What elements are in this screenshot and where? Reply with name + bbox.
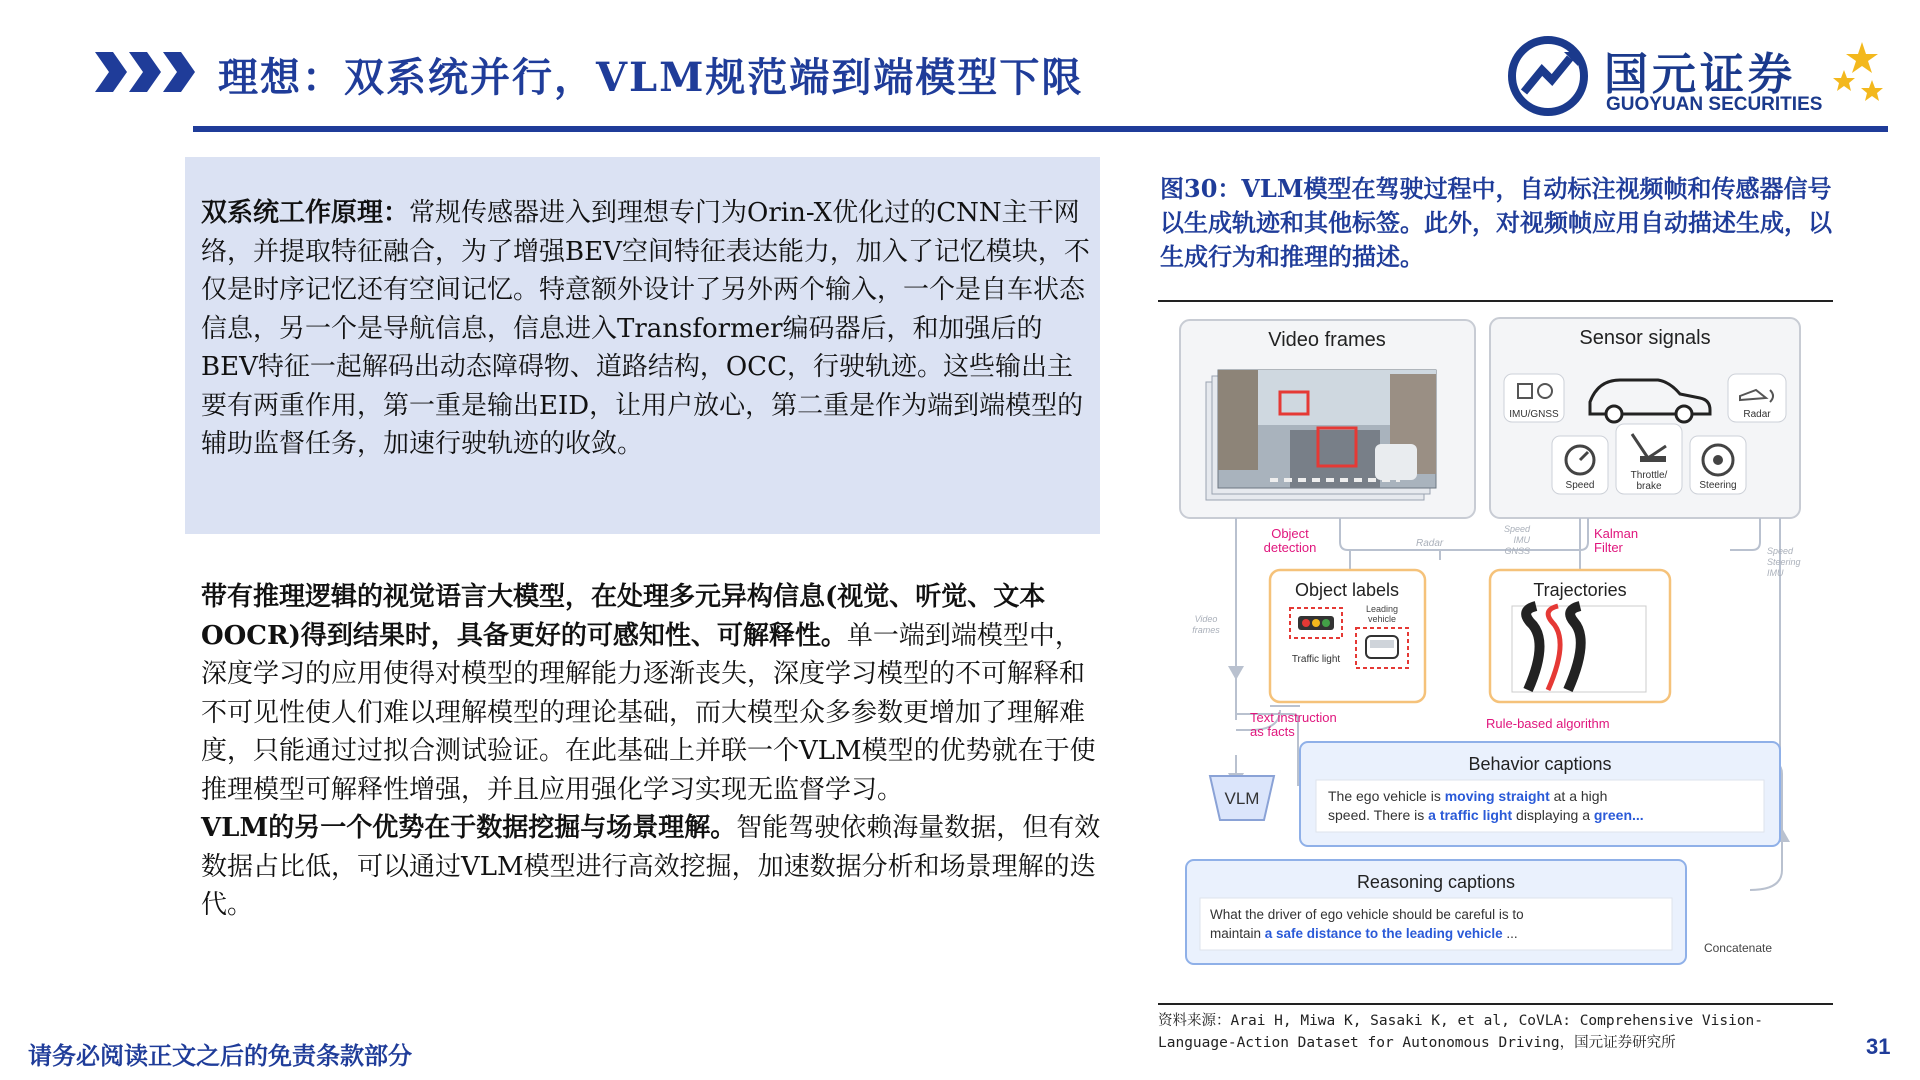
steering-side-label: Steering [1767, 557, 1801, 567]
radar-flow-label: Radar [1416, 538, 1444, 549]
reasoning-caption-line-1: What the driver of ego vehicle should be careful is to [1210, 907, 1524, 922]
logo-english-name: GUOYUAN SECURITIES [1606, 94, 1823, 115]
reasoning-lead-1: 带有推理逻辑的视觉语言大模型，在处理多元异构信息(视觉、听觉、文本 OOCR)得到结果时，具备更好的可感知性、可解释性。 [201, 582, 1046, 651]
kalman-label-1: Kalman [1594, 526, 1639, 541]
company-logo [1508, 38, 1888, 120]
sensor-signals-label: Sensor signals [1579, 327, 1711, 349]
video-frames-stack [1206, 370, 1436, 500]
brake-label: brake [1636, 481, 1662, 492]
leading-vehicle-label-2: vehicle [1367, 614, 1397, 624]
trajectories-title: Trajectories [1533, 580, 1627, 600]
imu-gnss-label: IMU/GNSS [1509, 409, 1559, 420]
video-frames-side-label-1: Video [1194, 614, 1218, 624]
vlm-pipeline-diagram [1170, 310, 1810, 1000]
rule-based-label: Rule-based algorithm [1486, 716, 1610, 731]
page-title: 理想：双系统并行，VLM规范端到端模型下限 [218, 54, 1084, 101]
video-frames-side-label-2: frames [1192, 625, 1220, 635]
principle-text [201, 194, 1091, 464]
leading-vehicle-label-1: Leading [1365, 604, 1399, 614]
chevron-right-icon [95, 52, 195, 92]
header-divider [193, 126, 1888, 132]
imu-flow-label: IMU [1513, 535, 1530, 545]
figure-top-rule [1158, 300, 1833, 302]
reasoning-caption-line-2: maintain a safe distance to the leading vehicle ... [1210, 926, 1518, 941]
vlm-label: VLM [1224, 789, 1260, 808]
figure-source [1158, 1010, 1858, 1054]
source-line-2: Language-Action Dataset for Autonomous Driving，国元证券研究所 [1158, 1035, 1676, 1051]
text-instruction-label-2: as facts [1250, 724, 1295, 739]
figure-bottom-rule [1158, 1003, 1833, 1005]
reasoning-paragraph-1 [201, 578, 1101, 809]
speed-label: Speed [1565, 480, 1595, 491]
page-number: 31 [1866, 1034, 1891, 1059]
reasoning-caption-text-box [1200, 898, 1672, 950]
reasoning-paragraph-2 [201, 809, 1101, 925]
reasoning-body-2: 智能驾驶依赖海量数据，但有效数据占比低，可以通过VLM模型进行高效挖掘，加速数据分析和场景理解的迭代。 [201, 813, 1101, 920]
traffic-light-icon [1298, 616, 1334, 630]
speed-side-label: Speed [1767, 546, 1794, 556]
principle-box [185, 157, 1100, 534]
behavior-caption-line-2: speed. There is a traffic light displaying a green... [1328, 807, 1644, 823]
concatenate-label: Concatenate [1703, 941, 1773, 955]
disclaimer-footer: 请务必阅读正文之后的免责条款部分 [28, 1041, 412, 1070]
source-line-1: 资料来源：Arai H, Miwa K, Sasaki K, et al, CoVLA: Comprehensive Vision- [1158, 1013, 1764, 1029]
object-detection-label-2: detection [1263, 540, 1317, 555]
traffic-light-label: Traffic light [1291, 654, 1341, 665]
object-detection-label-1: Object [1271, 526, 1309, 541]
trajectory-road-icon [1512, 606, 1646, 692]
imu-side-label: IMU [1767, 568, 1784, 578]
speed-flow-label: Speed [1503, 524, 1530, 534]
reasoning-body-1: 单一端到端模型中，深度学习的应用使得对模型的理解能力逐渐丧失，深度学习模型的不可解释和不可见性使人们难以理解模型的理论基础，而大模型众多参数更增加了理解难度，只能通过过拟合测试验证。在此基础上并联一个VLM模型的优势就在于使推理模型可解释性增强，并且应用强化学习实现无监督学习。 [201, 620, 1096, 805]
text-instruction-label-1: Text instruction [1250, 710, 1337, 725]
radar-label: Radar [1743, 409, 1771, 420]
guoyuan-logo-icon [1508, 34, 1592, 118]
principle-body: 常规传感器进入到理想专门为Orin-X优化过的CNN主干网络，并提取特征融合，为了增强BEV空间特征表达能力，加入了记忆模块，不仅是时序记忆还有空间记忆。特意额外设计了另外两个输入，一个是自车状态信息，另一个是导航信息，信息进入Transformer编码器后，和加强后的BEV特征一起解码出动态障碍物、道路结构，OCC，行驶轨迹。这些输出主要有两重作用，第一重是输出EID，让用户放心，第二重是作为端到端模型的辅助监督任务，加速行驶轨迹的收敛。 [201, 198, 1090, 459]
video-frames-label: Video frames [1268, 329, 1386, 351]
reasoning-section [201, 578, 1101, 925]
behavior-caption-line-1: The ego vehicle is moving straight at a high [1328, 788, 1608, 804]
principle-lead: 双系统工作原理： [201, 198, 410, 228]
object-labels-title: Object labels [1294, 580, 1400, 600]
kalman-label-2: Filter [1594, 540, 1623, 555]
logo-chinese-name: 国元证券 [1604, 49, 1796, 100]
behavior-captions-title: Behavior captions [1468, 754, 1612, 774]
figure-caption: 图30：VLM模型在驾驶过程中，自动标注视频帧和传感器信号以生成轨迹和其他标签。此外，对视频帧应用自动描述生成，以生成行为和推理的描述。 [1160, 174, 1832, 271]
steering-label: Steering [1699, 480, 1737, 491]
reasoning-captions-title: Reasoning captions [1356, 872, 1516, 892]
star-icon [1828, 40, 1888, 110]
throttle-label: Throttle/ [1630, 470, 1668, 481]
gnss-flow-label: GNSS [1504, 546, 1530, 556]
reasoning-lead-2: VLM的另一个优势在于数据挖掘与场景理解。 [201, 813, 737, 843]
